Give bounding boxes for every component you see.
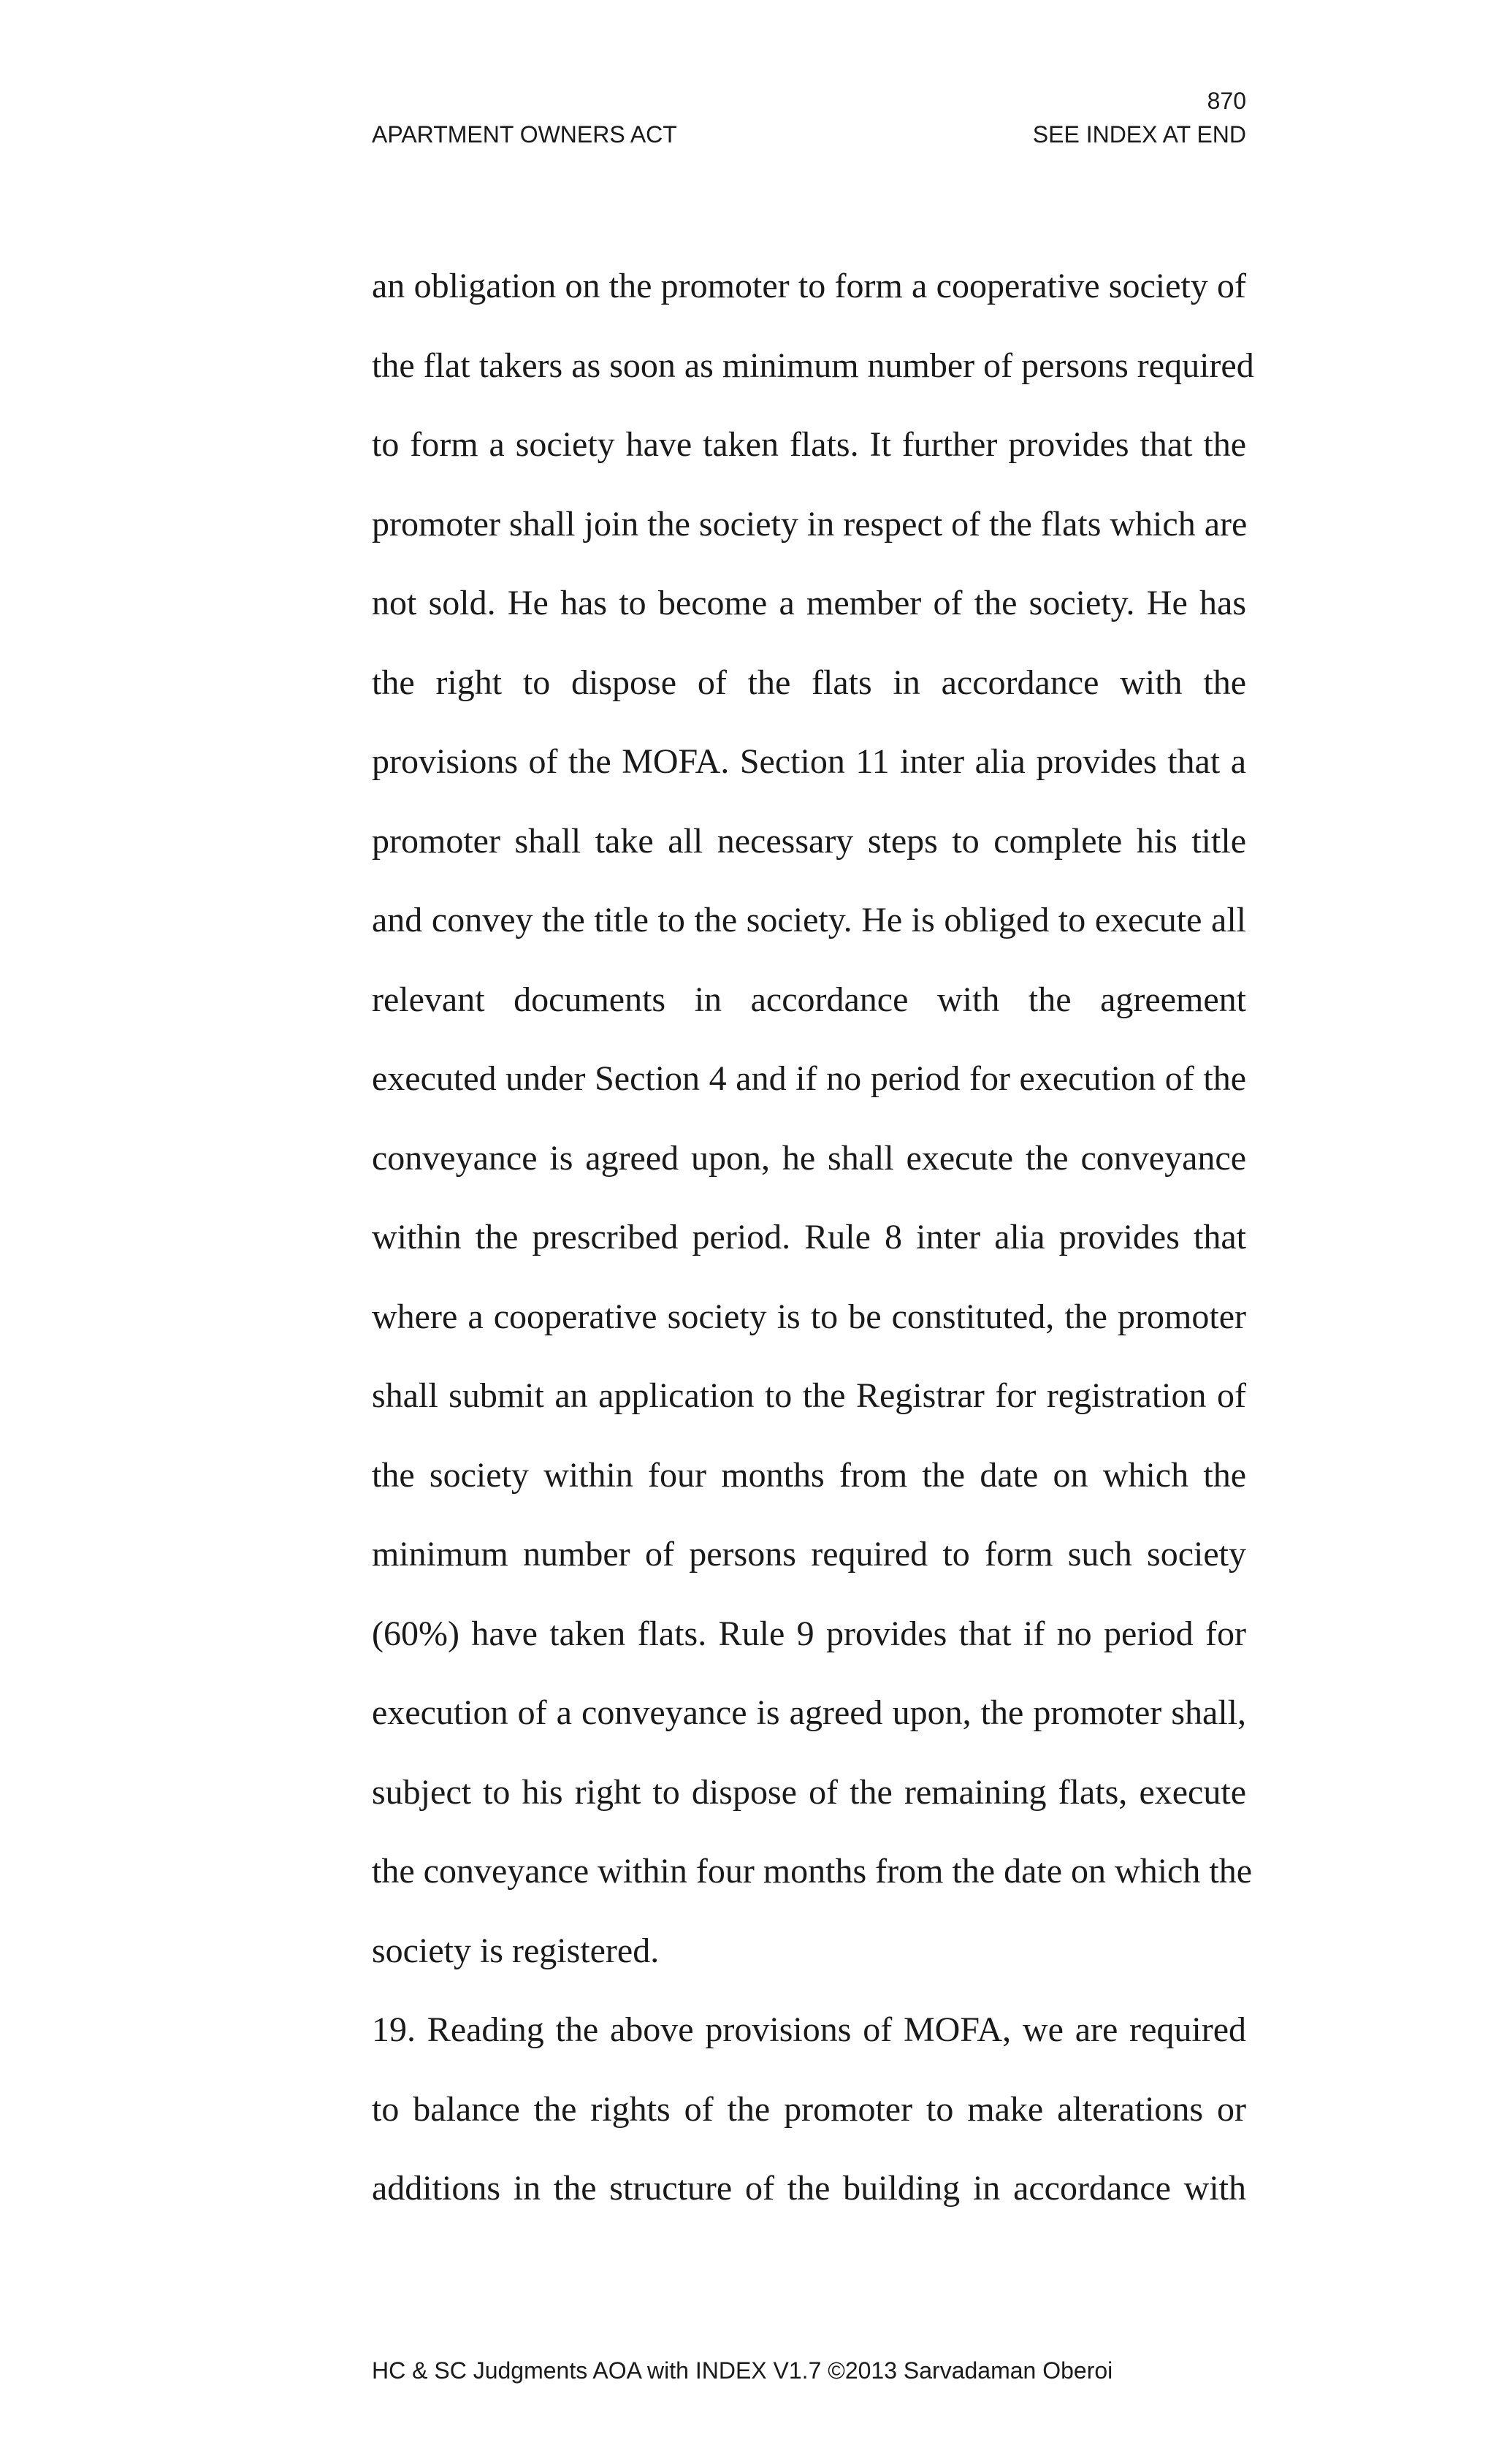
text-line: provisions of the MOFA. Section 11 inter alia provides that a <box>372 742 1246 781</box>
text-line: to form a society have taken flats. It further provides that the <box>372 425 1246 464</box>
text-line: within the prescribed period. Rule 8 inter alia provides that <box>372 1218 1246 1256</box>
text-line: relevant documents in accordance with the agreement <box>372 980 1246 1019</box>
judgment-body-text <box>372 259 1254 2241</box>
text-line: subject to his right to dispose of the remaining flats, execute <box>372 1772 1246 1812</box>
text-line: society is registered. <box>372 1931 660 1970</box>
text-line: promoter shall join the society in respect of the flats which are <box>372 504 1248 543</box>
text-line: not sold. He has to become a member of the society. He has <box>372 584 1246 622</box>
text-line: the flat takers as soon as minimum number of persons required <box>372 346 1254 385</box>
text-line: promoter shall take all necessary steps to complete his title <box>372 821 1246 861</box>
text-line: the conveyance within four months from the date on which the <box>372 1852 1252 1891</box>
running-header-title: APARTMENT OWNERS ACT <box>372 121 677 148</box>
text-line: (60%) have taken flats. Rule 9 provides that if no period for <box>372 1614 1246 1653</box>
text-line: executed under Section 4 and if no period for execution of the <box>372 1059 1246 1098</box>
text-line: minimum number of persons required to form such society <box>372 1535 1246 1574</box>
paragraph-19-line: additions in the structure of the building in accordance with <box>372 2169 1246 2208</box>
running-header-index-note: SEE INDEX AT END <box>1032 121 1246 148</box>
paragraph-19-line: to balance the rights of the promoter to make alterations or <box>372 2089 1246 2129</box>
text-line: shall submit an application to the Registrar for registration of <box>372 1376 1246 1415</box>
text-line: conveyance is agreed upon, he shall execute the conveyance <box>372 1138 1246 1178</box>
text-line: where a cooperative society is to be constituted, the promoter <box>372 1297 1246 1336</box>
text-line: execution of a conveyance is agreed upon, the promoter shall, <box>372 1693 1246 1732</box>
paragraph-19-line: 19. Reading the above provisions of MOFA, we are required <box>372 2010 1246 2049</box>
page-number: 870 <box>1207 88 1246 114</box>
text-line: and convey the title to the society. He is obliged to execute all <box>372 901 1246 939</box>
text-line: an obligation on the promoter to form a cooperative society of <box>372 267 1246 305</box>
text-line: the society within four months from the date on which the <box>372 1455 1246 1495</box>
text-line: the right to dispose of the flats in accordance with the <box>372 663 1246 702</box>
page-footer: HC & SC Judgments AOA with INDEX V1.7 ©2013 Sarvadaman Oberoi <box>372 2357 1113 2384</box>
